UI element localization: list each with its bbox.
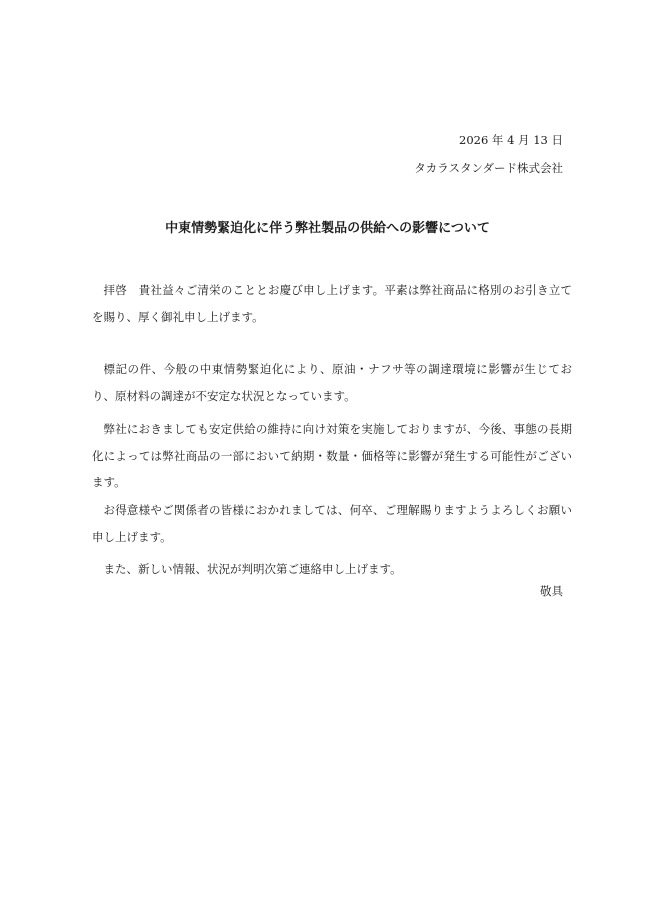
company-name: タカラスタンダード株式会社 xyxy=(414,161,563,175)
closing-salutation: 敬具 xyxy=(540,584,563,598)
situation-paragraph: 標記の件、今般の中東情勢緊迫化により、原油・ナフサ等の調達環境に影響が生じており、原材料の調達が不安定な状況となっています。 xyxy=(92,362,572,403)
greeting-paragraph: 拝啓 貴社益々ご清栄のこととお慶び申し上げます。平素は弊社商品に格別のお引き立てを賜り、厚く御礼申し上げます。 xyxy=(92,283,572,324)
update-paragraph: また、新しい情報、状況が判明次第ご連絡申し上げます。 xyxy=(103,562,402,576)
letter-date: 2026 年 4 月 13 日 xyxy=(459,133,563,147)
request-paragraph: お得意様やご関係者の皆様におかれましては、何卒、ご理解賜りますようよろしくお願い申し上げます。 xyxy=(92,503,572,544)
letter-title: 中東情勢緊迫化に伴う弊社製品の供給への影響について xyxy=(165,221,490,236)
impact-paragraph: 弊社におきましても安定供給の維持に向け対策を実施しておりますが、今後、事態の長期化によっては弊社商品の一部において納期・数量・価格等に影響が発生する可能性がございます。 xyxy=(92,422,572,489)
